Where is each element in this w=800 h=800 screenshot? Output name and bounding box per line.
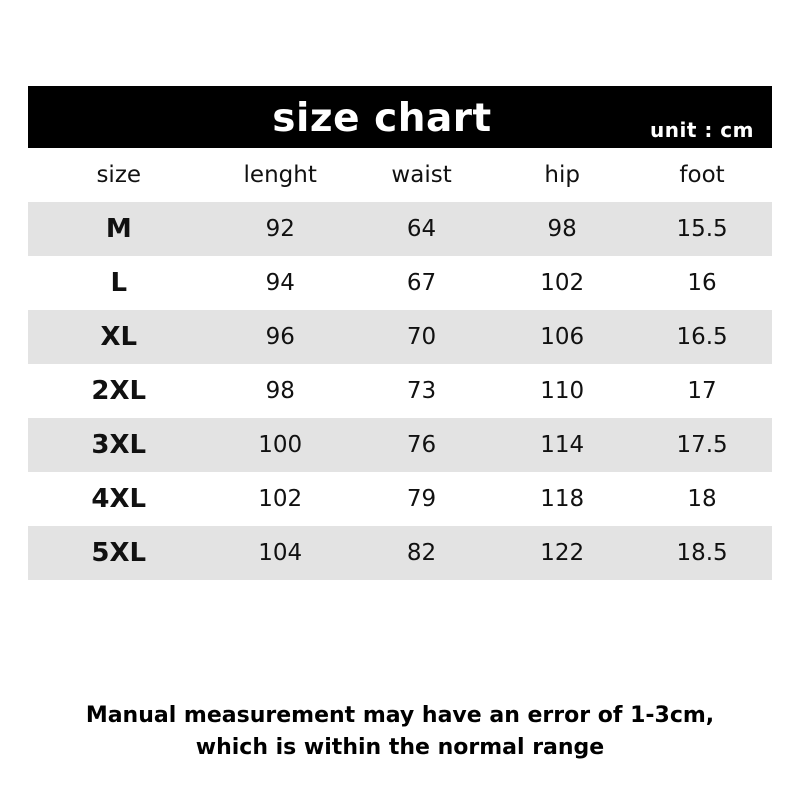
- cell-lenght: 96: [210, 310, 351, 364]
- cell-waist: 64: [351, 202, 492, 256]
- column-header-foot: foot: [632, 148, 772, 202]
- cell-lenght: 100: [210, 418, 351, 472]
- cell-lenght: 92: [210, 202, 351, 256]
- column-header-lenght: lenght: [210, 148, 351, 202]
- cell-size: XL: [28, 310, 210, 364]
- cell-foot: 17.5: [632, 418, 772, 472]
- table-row: [28, 202, 772, 256]
- cell-waist: 73: [351, 364, 492, 418]
- measurement-note-line-1: Manual measurement may have an error of 1-3cm,: [85, 703, 715, 728]
- size-measurements-table: [28, 148, 772, 580]
- table-row: [28, 310, 772, 364]
- cell-foot: 17: [632, 364, 772, 418]
- cell-foot: 15.5: [632, 202, 772, 256]
- cell-hip: 118: [492, 472, 632, 526]
- cell-waist: 79: [351, 472, 492, 526]
- table-header-row: [28, 148, 772, 202]
- cell-lenght: 102: [210, 472, 351, 526]
- cell-size: L: [28, 256, 210, 310]
- size-chart-container: [28, 86, 772, 760]
- measurement-note: [28, 700, 772, 764]
- column-header-size: size: [28, 148, 210, 202]
- cell-size: 5XL: [28, 526, 210, 580]
- cell-foot: 18: [632, 472, 772, 526]
- column-header-waist: waist: [351, 148, 492, 202]
- cell-hip: 98: [492, 202, 632, 256]
- cell-hip: 106: [492, 310, 632, 364]
- cell-waist: 70: [351, 310, 492, 364]
- cell-size: 3XL: [28, 418, 210, 472]
- cell-lenght: 104: [210, 526, 351, 580]
- unit-label: unit : cm: [649, 118, 754, 142]
- table-row: [28, 256, 772, 310]
- cell-size: M: [28, 202, 210, 256]
- cell-hip: 102: [492, 256, 632, 310]
- cell-foot: 16.5: [632, 310, 772, 364]
- table-row: [28, 526, 772, 580]
- cell-waist: 76: [351, 418, 492, 472]
- cell-hip: 114: [492, 418, 632, 472]
- table-header: [28, 148, 772, 202]
- table-row: [28, 472, 772, 526]
- cell-lenght: 94: [210, 256, 351, 310]
- chart-header-banner: [28, 86, 772, 148]
- cell-foot: 18.5: [632, 526, 772, 580]
- cell-hip: 122: [492, 526, 632, 580]
- cell-size: 2XL: [28, 364, 210, 418]
- cell-hip: 110: [492, 364, 632, 418]
- measurement-note-line-2: which is within the normal range: [195, 734, 605, 760]
- column-header-hip: hip: [492, 148, 632, 202]
- table-row: [28, 364, 772, 418]
- page-title: size chart: [272, 95, 492, 141]
- cell-foot: 16: [632, 256, 772, 310]
- cell-waist: 82: [351, 526, 492, 580]
- table-row: [28, 418, 772, 472]
- cell-lenght: 98: [210, 364, 351, 418]
- table-body: [28, 202, 772, 580]
- cell-size: 4XL: [28, 472, 210, 526]
- cell-waist: 67: [351, 256, 492, 310]
